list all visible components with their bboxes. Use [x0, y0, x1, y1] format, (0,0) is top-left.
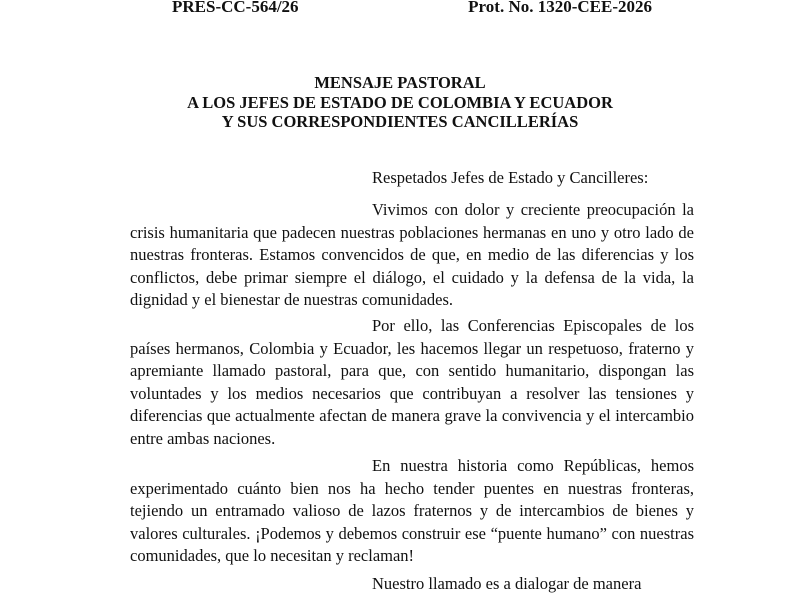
document-title: [0, 73, 800, 132]
paragraph-1: Vivimos con dolor y creciente preocupación la crisis humanitaria que padecen nuestras poblaciones hermanas en uno y otro lado de nuestras fronteras. Estamos convencidos de que, en medio de las diferencias y los conflictos, debe primar siempre el diálogo, el cuidado y la defensa de la vida, la dignidad y el bienestar de nuestras comunidades.: [130, 200, 694, 310]
title-line-2: A LOS JEFES DE ESTADO DE COLOMBIA Y ECUADOR: [187, 92, 613, 112]
title-line-3: Y SUS CORRESPONDIENTES CANCILLERÍAS: [221, 112, 579, 131]
reference-number-right: Prot. No. 1320-CEE-2026: [468, 0, 652, 16]
paragraph-2: Por ello, las Conferencias Episcopales de los países hermanos, Colombia y Ecuador, les hacemos llegar un respetuoso, fraterno y apremiante llamado pastoral, para que, con sentido humanitario, dispongan las voluntades y los medios necesarios que contribuyan a resolver las tensiones y diferencias que actualmente afectan de manera grave la convivencia y el intercambio entre ambas naciones.: [130, 316, 694, 448]
title-line-1: MENSAJE PASTORAL: [314, 73, 486, 92]
paragraph-4: Nuestro llamado es a dialogar de manera: [372, 574, 642, 593]
reference-number-left: PRES-CC-564/26: [172, 0, 299, 16]
salutation: Respetados Jefes de Estado y Cancilleres:: [372, 168, 649, 187]
paragraph-3: En nuestra historia como Repúblicas, hemos experimentado cuánto bien nos ha hecho tender puentes en nuestras fronteras, tejiendo un entramado valioso de lazos fraternos y de intercambios de bienes y valores culturales. ¡Podemos y debemos construir ese “puente humano” con nuestras comunidades, que lo necesitan y reclaman!: [130, 456, 694, 566]
